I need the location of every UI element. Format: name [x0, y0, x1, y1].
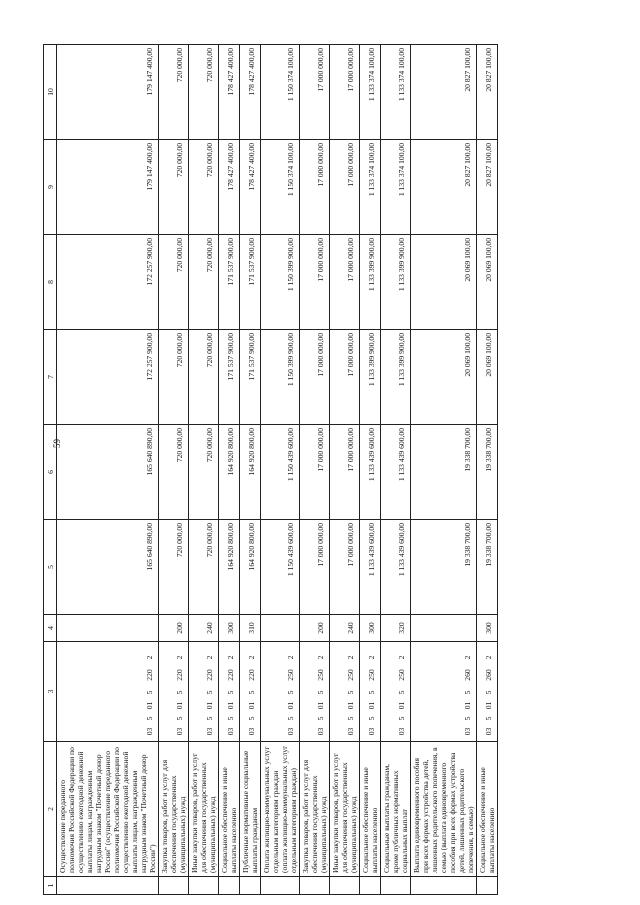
amount-cell: 20 827 100,00 — [477, 140, 498, 235]
code-part: 2 — [463, 655, 472, 660]
code-part: 5 — [484, 690, 493, 695]
code-part: 03 — [397, 727, 406, 736]
col-header: 4 — [44, 615, 57, 642]
code-part: 03 — [316, 727, 325, 736]
row-name: Осуществление переданного полномочия Российской Федерации по осуществлению ежегодной денежной выплаты лицам, награжденным нагрудным знаком "Почетный донор России" (осуществление переданного полномочия Российской Федерации по осуществлению ежегодной денежной выплаты лицам, награжденным нагрудным знаком "Почетный донор России") — [57, 742, 159, 877]
amount-cell: 720 000,00 — [189, 330, 219, 425]
code-part: 03 — [463, 727, 472, 736]
code-part: 2 — [346, 655, 355, 660]
code-part: 03 — [205, 727, 214, 736]
col-header: 8 — [44, 235, 57, 330]
code-part: 5 — [205, 690, 214, 695]
amount-cell: 720 000,00 — [189, 425, 219, 520]
col1-cell — [159, 877, 189, 895]
col1-cell — [261, 877, 300, 895]
amount-cell: 17 000 000,00 — [330, 235, 360, 330]
row-name: Закупка товаров, работ и услуг для обеспечения государственных (муниципальных) нужд — [300, 742, 330, 877]
code-part: 5 — [226, 716, 235, 721]
code-part: 01 — [247, 701, 256, 710]
table-row — [360, 45, 381, 895]
col1-cell — [300, 877, 330, 895]
amount-cell: 17 000 000,00 — [300, 425, 330, 520]
code-part: 2 — [145, 655, 154, 660]
amount-cell: 720 000,00 — [189, 235, 219, 330]
code-part: 03 — [367, 727, 376, 736]
code-part: 250 — [367, 669, 376, 681]
amount-cell: 1 133 374 100,00 — [381, 140, 411, 235]
code-part: 5 — [346, 690, 355, 695]
code-part: 03 — [145, 727, 154, 736]
amount-cell: 19 338 700,00 — [477, 425, 498, 520]
amount-cell: 164 920 800,00 — [219, 425, 240, 520]
row-name: Оплата жилищно-коммунальных услуг отдельным категориям граждан (оплата жилищно-коммунальных услуг отдельным категориям граждан) — [261, 742, 300, 877]
col-header: 3 — [44, 642, 57, 742]
code-part: 01 — [463, 701, 472, 710]
code-part: 03 — [226, 727, 235, 736]
code-part: 2 — [175, 655, 184, 660]
amount-cell: 1 133 399 900,00 — [381, 330, 411, 425]
amount-cell: 720 000,00 — [159, 425, 189, 520]
table-row — [219, 45, 240, 895]
code-part: 01 — [145, 701, 154, 710]
amount-cell: 17 000 000,00 — [330, 330, 360, 425]
amount-cell: 17 000 000,00 — [330, 45, 360, 140]
code-part: 5 — [367, 690, 376, 695]
amount-cell: 171 537 900,00 — [240, 330, 261, 425]
code-part: 220 — [205, 669, 214, 681]
amount-cell: 720 000,00 — [189, 520, 219, 615]
page-number: 59 — [52, 439, 62, 448]
code-part: 2 — [397, 655, 406, 660]
table-row — [477, 45, 498, 895]
col1-cell — [477, 877, 498, 895]
table-row — [381, 45, 411, 895]
code-part: 250 — [316, 669, 325, 681]
code-part: 5 — [247, 690, 256, 695]
code-part: 5 — [346, 716, 355, 721]
code-part: 5 — [145, 690, 154, 695]
row-name: Закупка товаров, работ и услуг для обеспечения государственных (муниципальных) нужд — [159, 742, 189, 877]
row-name: Публичные нормативные социальные выплаты гражданам — [240, 742, 261, 877]
amount-cell: 171 537 900,00 — [219, 330, 240, 425]
amount-cell: 165 640 890,00 — [57, 425, 159, 520]
row-name: Социальные выплаты гражданам, кроме публичных нормативных социальных выплат — [381, 742, 411, 877]
col1-cell — [57, 877, 159, 895]
amount-cell: 20 069 100,00 — [477, 330, 498, 425]
row-name: Социальное обеспечение и иные выплаты населению — [360, 742, 381, 877]
code-part: 2 — [205, 655, 214, 660]
amount-cell: 178 427 400,00 — [219, 140, 240, 235]
col-header: 7 — [44, 330, 57, 425]
col-header: 6 — [44, 425, 57, 520]
code-part: 03 — [247, 727, 256, 736]
code-part: 5 — [463, 716, 472, 721]
vr-cell: 200 — [300, 615, 330, 642]
code-part: 260 — [463, 669, 472, 681]
vr-cell: 300 — [360, 615, 381, 642]
col1-cell — [189, 877, 219, 895]
code-part: 220 — [247, 669, 256, 681]
vr-cell: 200 — [159, 615, 189, 642]
amount-cell: 17 000 000,00 — [300, 45, 330, 140]
code-part: 03 — [286, 727, 295, 736]
code-part: 2 — [316, 655, 325, 660]
code-part: 5 — [316, 690, 325, 695]
amount-cell: 17 000 000,00 — [330, 425, 360, 520]
amount-cell: 20 069 100,00 — [477, 235, 498, 330]
code-part: 01 — [484, 701, 493, 710]
amount-cell: 165 640 890,00 — [57, 520, 159, 615]
amount-cell: 17 000 000,00 — [300, 330, 330, 425]
code-cell — [240, 642, 261, 742]
amount-cell: 1 150 374 100,00 — [261, 140, 300, 235]
amount-cell: 172 257 900,00 — [57, 235, 159, 330]
code-part: 2 — [226, 655, 235, 660]
amount-cell: 720 000,00 — [159, 140, 189, 235]
code-part: 5 — [484, 716, 493, 721]
amount-cell: 172 257 900,00 — [57, 330, 159, 425]
code-part: 01 — [205, 701, 214, 710]
rotated-page — [43, 45, 603, 895]
amount-cell: 20 827 100,00 — [477, 45, 498, 140]
code-part: 5 — [175, 690, 184, 695]
code-cell — [411, 642, 477, 742]
code-part: 220 — [226, 669, 235, 681]
vr-cell: 240 — [189, 615, 219, 642]
vr-cell: 300 — [219, 615, 240, 642]
row-name: Иные закупки товаров, работ и услуг для обеспечения государственных (муниципальных) нужд — [330, 742, 360, 877]
amount-cell: 720 000,00 — [159, 330, 189, 425]
code-cell — [189, 642, 219, 742]
vr-cell — [57, 615, 159, 642]
amount-cell: 164 920 800,00 — [240, 520, 261, 615]
amount-cell: 19 338 700,00 — [477, 520, 498, 615]
code-cell — [57, 642, 159, 742]
amount-cell: 178 427 400,00 — [240, 140, 261, 235]
amount-cell: 17 000 000,00 — [300, 140, 330, 235]
code-part: 03 — [346, 727, 355, 736]
row-name: Иные закупки товаров, работ и услуг для обеспечения государственных (муниципальных) нужд — [189, 742, 219, 877]
amount-cell: 17 000 000,00 — [330, 520, 360, 615]
amount-cell: 1 133 374 100,00 — [360, 45, 381, 140]
code-part: 03 — [484, 727, 493, 736]
code-part: 250 — [397, 669, 406, 681]
amount-cell: 1 150 439 600,00 — [261, 425, 300, 520]
amount-cell: 1 133 399 900,00 — [381, 235, 411, 330]
amount-cell: 20 069 100,00 — [411, 330, 477, 425]
row-name: Выплата единовременного пособия при всех формах устройства детей, лишенных родительского попечения, в семью (выплата единовременного пособия при всех формах устройства детей, лишенных родительского попечения, в семью) — [411, 742, 477, 877]
code-cell — [477, 642, 498, 742]
code-cell — [381, 642, 411, 742]
code-cell — [330, 642, 360, 742]
code-part: 5 — [286, 690, 295, 695]
amount-cell: 178 427 400,00 — [240, 45, 261, 140]
code-part: 2 — [367, 655, 376, 660]
code-part: 2 — [286, 655, 295, 660]
code-part: 01 — [367, 701, 376, 710]
amount-cell: 1 133 439 600,00 — [360, 520, 381, 615]
col-header: 5 — [44, 520, 57, 615]
amount-cell: 720 000,00 — [189, 45, 219, 140]
amount-cell: 1 133 439 600,00 — [381, 520, 411, 615]
code-part: 01 — [397, 701, 406, 710]
vr-cell — [261, 615, 300, 642]
amount-cell: 1 150 399 900,00 — [261, 330, 300, 425]
col-header: 10 — [44, 45, 57, 140]
amount-cell: 1 133 439 600,00 — [360, 425, 381, 520]
code-part: 5 — [463, 690, 472, 695]
amount-cell: 171 537 900,00 — [219, 235, 240, 330]
header-row — [44, 45, 57, 895]
code-part: 2 — [247, 655, 256, 660]
col1-cell — [330, 877, 360, 895]
amount-cell: 20 827 100,00 — [411, 45, 477, 140]
vr-cell: 320 — [381, 615, 411, 642]
amount-cell: 20 069 100,00 — [411, 235, 477, 330]
amount-cell: 1 133 374 100,00 — [360, 140, 381, 235]
code-part: 01 — [316, 701, 325, 710]
code-part: 5 — [175, 716, 184, 721]
table-body — [57, 45, 498, 895]
row-name: Социальное обеспечение и иные выплаты населению — [219, 742, 240, 877]
vr-cell: 300 — [477, 615, 498, 642]
table-row — [261, 45, 300, 895]
amount-cell: 1 150 439 600,00 — [261, 520, 300, 615]
amount-cell: 17 000 000,00 — [300, 235, 330, 330]
col1-cell — [219, 877, 240, 895]
amount-cell: 1 133 399 900,00 — [360, 330, 381, 425]
code-part: 260 — [484, 669, 493, 681]
code-part: 5 — [397, 690, 406, 695]
col1-cell — [411, 877, 477, 895]
code-part: 01 — [286, 701, 295, 710]
code-part: 220 — [145, 669, 154, 681]
table-row — [300, 45, 330, 895]
amount-cell: 179 147 400,00 — [57, 140, 159, 235]
code-part: 5 — [226, 690, 235, 695]
table-row — [411, 45, 477, 895]
code-part: 5 — [397, 716, 406, 721]
col1-cell — [240, 877, 261, 895]
amount-cell: 720 000,00 — [159, 520, 189, 615]
amount-cell: 179 147 400,00 — [57, 45, 159, 140]
code-part: 5 — [247, 716, 256, 721]
code-part: 5 — [367, 716, 376, 721]
vr-cell — [411, 615, 477, 642]
col1-cell — [381, 877, 411, 895]
amount-cell: 1 133 439 600,00 — [381, 425, 411, 520]
amount-cell: 17 000 000,00 — [330, 140, 360, 235]
code-cell — [219, 642, 240, 742]
amount-cell: 178 427 400,00 — [219, 45, 240, 140]
vr-cell: 240 — [330, 615, 360, 642]
code-part: 5 — [286, 716, 295, 721]
amount-cell: 19 338 700,00 — [411, 520, 477, 615]
code-part: 250 — [346, 669, 355, 681]
code-part: 5 — [145, 716, 154, 721]
table-row — [159, 45, 189, 895]
code-part: 2 — [484, 655, 493, 660]
amount-cell: 164 920 800,00 — [240, 425, 261, 520]
table-row — [240, 45, 261, 895]
col-header: 1 — [44, 877, 57, 895]
amount-cell: 164 920 800,00 — [219, 520, 240, 615]
vr-cell: 310 — [240, 615, 261, 642]
code-part: 5 — [205, 716, 214, 721]
code-part: 01 — [346, 701, 355, 710]
budget-table — [43, 44, 498, 895]
code-part: 250 — [286, 669, 295, 681]
code-cell — [261, 642, 300, 742]
amount-cell: 17 000 000,00 — [300, 520, 330, 615]
table-row — [57, 45, 159, 895]
col-header: 9 — [44, 140, 57, 235]
code-part: 01 — [226, 701, 235, 710]
code-part: 03 — [175, 727, 184, 736]
row-name: Социальное обеспечение и иные выплаты населению — [477, 742, 498, 877]
amount-cell: 1 133 399 900,00 — [360, 235, 381, 330]
code-part: 220 — [175, 669, 184, 681]
code-cell — [360, 642, 381, 742]
code-part: 01 — [175, 701, 184, 710]
amount-cell: 720 000,00 — [159, 235, 189, 330]
amount-cell: 20 827 100,00 — [411, 140, 477, 235]
amount-cell: 1 133 374 100,00 — [381, 45, 411, 140]
code-cell — [159, 642, 189, 742]
code-cell — [300, 642, 330, 742]
amount-cell: 171 537 900,00 — [240, 235, 261, 330]
table-row — [330, 45, 360, 895]
col-header: 2 — [44, 742, 57, 877]
amount-cell: 720 000,00 — [189, 140, 219, 235]
code-part: 5 — [316, 716, 325, 721]
col1-cell — [360, 877, 381, 895]
amount-cell: 1 150 374 100,00 — [261, 45, 300, 140]
table-row — [189, 45, 219, 895]
amount-cell: 720 000,00 — [159, 45, 189, 140]
amount-cell: 1 150 399 900,00 — [261, 235, 300, 330]
amount-cell: 19 338 700,00 — [411, 425, 477, 520]
